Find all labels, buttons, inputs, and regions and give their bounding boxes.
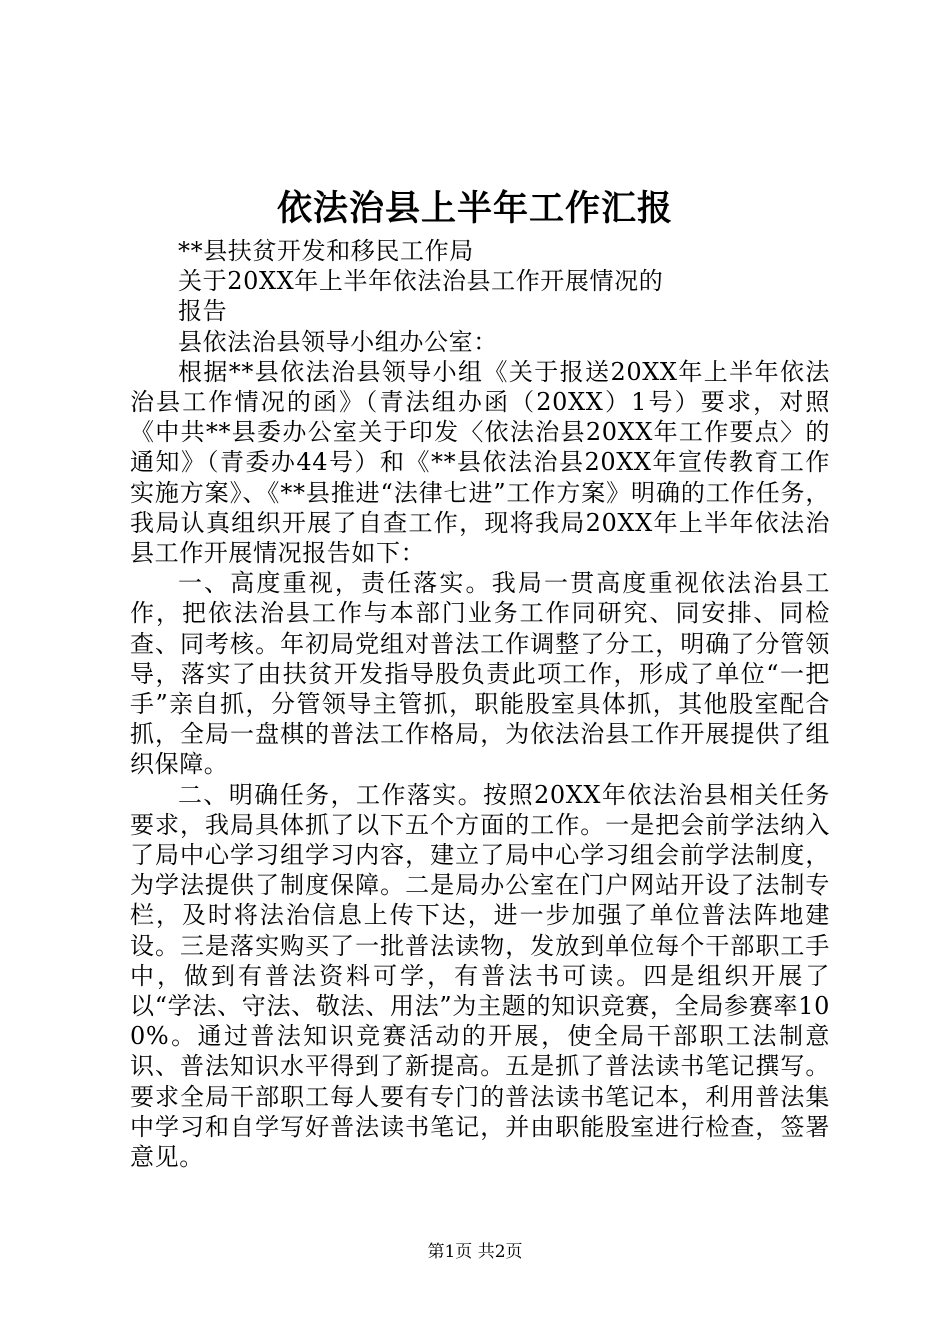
document-title: 依法治县上半年工作汇报	[276, 188, 673, 229]
paragraph-section-one: 一、高度重视，责任落实。我局一贯高度重视依法治县工作，把依法治县工作与本部门业务工作同研究、同安排、同检查、同考核。年初局党组对普法工作调整了分工，明确了分管领导，落实了由扶贫开发指导股负责此项工作，形成了单位“一把手”亲自抓，分管领导主管抓，职能股室具体抓，其他股室配合抓，全局一盘棋的普法工作格局，为依法治县工作开展提供了组织保障。	[130, 569, 830, 779]
document-body	[130, 236, 830, 1172]
paragraph-section-two: 二、明确任务，工作落实。按照20XX年依法治县相关任务要求，我局具体抓了以下五个方面的工作。一是把会前学法纳入了局中心学习组学习内容，建立了局中心学习组会前学法制度，为学法提供了制度保障。二是局办公室在门户网站开设了法制专栏，及时将法治信息上传下达，进一步加强了单位普法阵地建设。三是落实购买了一批普法读物，发放到单位每个干部职工手中，做到有普法资料可学，有普法书可读。四是组织开展了以“学法、守法、敬法、用法”为主题的知识竞赛，全局参赛率100%。通过普法知识竞赛活动的开展，使全局干部职工法制意识、普法知识水平得到了新提高。五是抓了普法读书笔记撰写。要求全局干部职工每人要有专门的普法读书笔记本，利用普法集中学习和自学写好普法读书笔记，并由职能股室进行检查，签署意见。	[130, 780, 830, 1172]
organization-line: **县扶贫开发和移民工作局	[178, 237, 474, 265]
addressee-line: 县依法治县领导小组办公室：	[178, 327, 498, 356]
paragraph-intro: 根据**县依法治县领导小组《关于报送20XX年上半年依法治县工作情况的函》（青法组办函（20XX）1号）要求，对照《中共**县委办公室关于印发〈依法治县20XX年工作要点〉的通知》（青委办44号）和《**县依法治县20XX年宣传教育工作实施方案》、《**县推进“法律七进”工作方案》明确的工作任务，我局认真组织开展了自查工作，现将我局20XX年上半年依法治县工作开展情况报告如下：	[130, 357, 830, 568]
report-title-line-2: 报告	[178, 297, 228, 326]
report-title-line-1: 关于20XX年上半年依法治县工作开展情况的	[178, 267, 664, 296]
page-footer: 第1页 共2页	[427, 1242, 523, 1262]
